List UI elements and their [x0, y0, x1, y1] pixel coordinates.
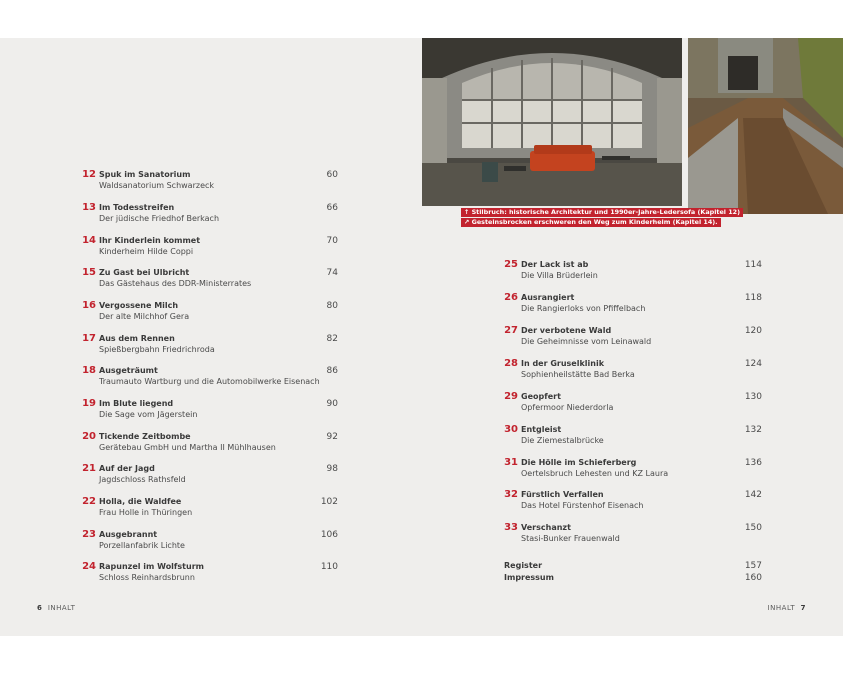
chapter-subtitle: Gerätebau GmbH und Martha II Mühlhausen	[99, 443, 276, 452]
page-number: 106	[320, 530, 338, 540]
chapter-subtitle: Waldsanatorium Schwarzeck	[99, 181, 215, 190]
page-number: 82	[326, 334, 338, 344]
right-footer	[768, 604, 806, 612]
page-number: 136	[744, 458, 762, 468]
chapter-number: 25	[504, 259, 518, 270]
page-number: 86	[326, 366, 338, 376]
chapter-subtitle: Jagdschloss Rathsfeld	[99, 475, 186, 484]
chapter-title: Fürstlich Verfallen	[521, 490, 604, 499]
page-number: 60	[326, 170, 338, 180]
chapter-number: 28	[504, 358, 518, 369]
chapter-number: 19	[82, 398, 96, 409]
left-footer	[37, 604, 75, 612]
page-number: 114	[744, 260, 762, 270]
page-number: 98	[326, 464, 338, 474]
page-number: 102	[320, 497, 338, 507]
chapter-subtitle: Spießbergbahn Friedrichroda	[99, 345, 215, 354]
page-number: 132	[744, 425, 762, 435]
chapter-title: In der Gruselklinik	[521, 359, 605, 368]
chapter-title: Der Lack ist ab	[521, 260, 589, 269]
chapter-subtitle: Der alte Milchhof Gera	[99, 312, 190, 321]
register-title: Register	[504, 561, 543, 570]
photo-caption-2: ↗ Gesteinsbrocken erschweren den Weg zum Kinderheim (Kapitel 14).	[461, 218, 721, 227]
chapter-subtitle: Traumauto Wartburg und die Automobilwerke Eisenach	[99, 377, 320, 386]
chapter-number: 26	[504, 292, 518, 303]
chapter-number: 22	[82, 496, 96, 507]
chapter-number: 20	[82, 431, 96, 442]
chapter-title: Auf der Jagd	[99, 464, 155, 473]
chapter-title: Ausgeträumt	[99, 366, 158, 375]
chapter-number: 27	[504, 325, 518, 336]
page-number: 74	[326, 268, 338, 278]
chapter-title: Ausgebrannt	[99, 530, 158, 539]
chapter-subtitle: Das Hotel Fürstenhof Eisenach	[521, 501, 644, 510]
chapter-title: Holla, die Waldfee	[99, 497, 182, 506]
footer-label: INHALT	[47, 604, 76, 612]
chapter-title: Zu Gast bei Ulbricht	[99, 268, 190, 277]
chapter-title: Der verbotene Wald	[521, 326, 612, 335]
chapter-subtitle: Opfermoor Niederdorla	[521, 403, 614, 412]
chapter-title: Im Blute liegend	[99, 399, 174, 408]
chapter-number: 32	[504, 489, 518, 500]
chapter-number: 30	[504, 424, 518, 435]
chapter-number: 31	[504, 457, 518, 468]
page-number: 124	[744, 359, 762, 369]
page-number: 157	[744, 561, 762, 571]
photo-caption-1: ↑ Stilbruch: historische Architektur und 1990er-Jahre-Ledersofa (Kapitel 12)	[461, 208, 743, 217]
page-number: 66	[326, 203, 338, 213]
chapter-number: 17	[82, 333, 96, 344]
chapter-subtitle: Sophienheilstätte Bad Berka	[521, 370, 635, 379]
chapter-number: 18	[82, 365, 96, 376]
chapter-subtitle: Der jüdische Friedhof Berkach	[99, 214, 220, 223]
chapter-number: 29	[504, 391, 518, 402]
chapter-subtitle: Oertelsbruch Lehesten und KZ Laura	[521, 469, 669, 478]
page-number: 120	[744, 326, 762, 336]
chapter-title: Tickende Zeitbombe	[99, 432, 191, 441]
footer-label: INHALT	[767, 604, 796, 612]
chapter-title: Verschanzt	[521, 523, 571, 532]
chapter-subtitle: Die Geheimnisse vom Leinawald	[521, 337, 652, 346]
page-number: 160	[744, 573, 762, 583]
chapter-title: Aus dem Rennen	[99, 334, 175, 343]
chapter-number: 24	[82, 561, 96, 572]
page-number: 92	[326, 432, 338, 442]
page-number: 110	[320, 562, 338, 572]
chapter-number: 12	[82, 169, 96, 180]
chapter-subtitle: Kinderheim Hilde Coppi	[99, 247, 194, 256]
chapter-subtitle: Stasi-Bunker Frauenwald	[521, 534, 620, 543]
chapter-title: Entgleist	[521, 425, 562, 434]
chapter-number: 33	[504, 522, 518, 533]
chapter-subtitle: Die Rangierloks von Pfiffelbach	[521, 304, 646, 313]
chapter-title: Rapunzel im Wolfsturm	[99, 562, 204, 571]
chapter-subtitle: Schloss Reinhardsbrunn	[99, 573, 195, 582]
chapter-number: 14	[82, 235, 96, 246]
page-number: 90	[326, 399, 338, 409]
page-number: 150	[744, 523, 762, 533]
chapter-subtitle: Das Gästehaus des DDR-Ministerrates	[99, 279, 252, 288]
impressum-title: Impressum	[504, 573, 554, 582]
footer-page-number: 6	[37, 604, 43, 612]
footer-page-number: 7	[800, 604, 806, 612]
chapter-title: Vergossene Milch	[99, 301, 179, 310]
chapter-number: 13	[82, 202, 96, 213]
sanatorium-hall-photo	[422, 38, 682, 206]
page-number: 118	[744, 293, 762, 303]
chapter-title: Spuk im Sanatorium	[99, 170, 191, 179]
page-number: 130	[744, 392, 762, 402]
chapter-title: Im Todesstreifen	[99, 203, 175, 212]
chapter-number: 15	[82, 267, 96, 278]
chapter-subtitle: Porzellanfabrik Lichte	[99, 541, 185, 550]
chapter-subtitle: Die Ziemestalbrücke	[521, 436, 604, 445]
chapter-number: 23	[82, 529, 96, 540]
chapter-title: Geopfert	[521, 392, 561, 401]
chapter-title: Die Hölle im Schieferberg	[521, 458, 637, 467]
chapter-title: Ihr Kinderlein kommet	[99, 236, 201, 245]
page-number: 80	[326, 301, 338, 311]
chapter-subtitle: Die Villa Brüderlein	[521, 271, 598, 280]
page-number: 142	[744, 490, 762, 500]
chapter-subtitle: Die Sage vom Jägerstein	[99, 410, 198, 419]
overgrown-stairs-photo	[688, 38, 843, 214]
chapter-number: 16	[82, 300, 96, 311]
chapter-title: Ausrangiert	[521, 293, 575, 302]
page-number: 70	[326, 236, 338, 246]
chapter-number: 21	[82, 463, 96, 474]
chapter-subtitle: Frau Holle in Thüringen	[99, 508, 193, 517]
